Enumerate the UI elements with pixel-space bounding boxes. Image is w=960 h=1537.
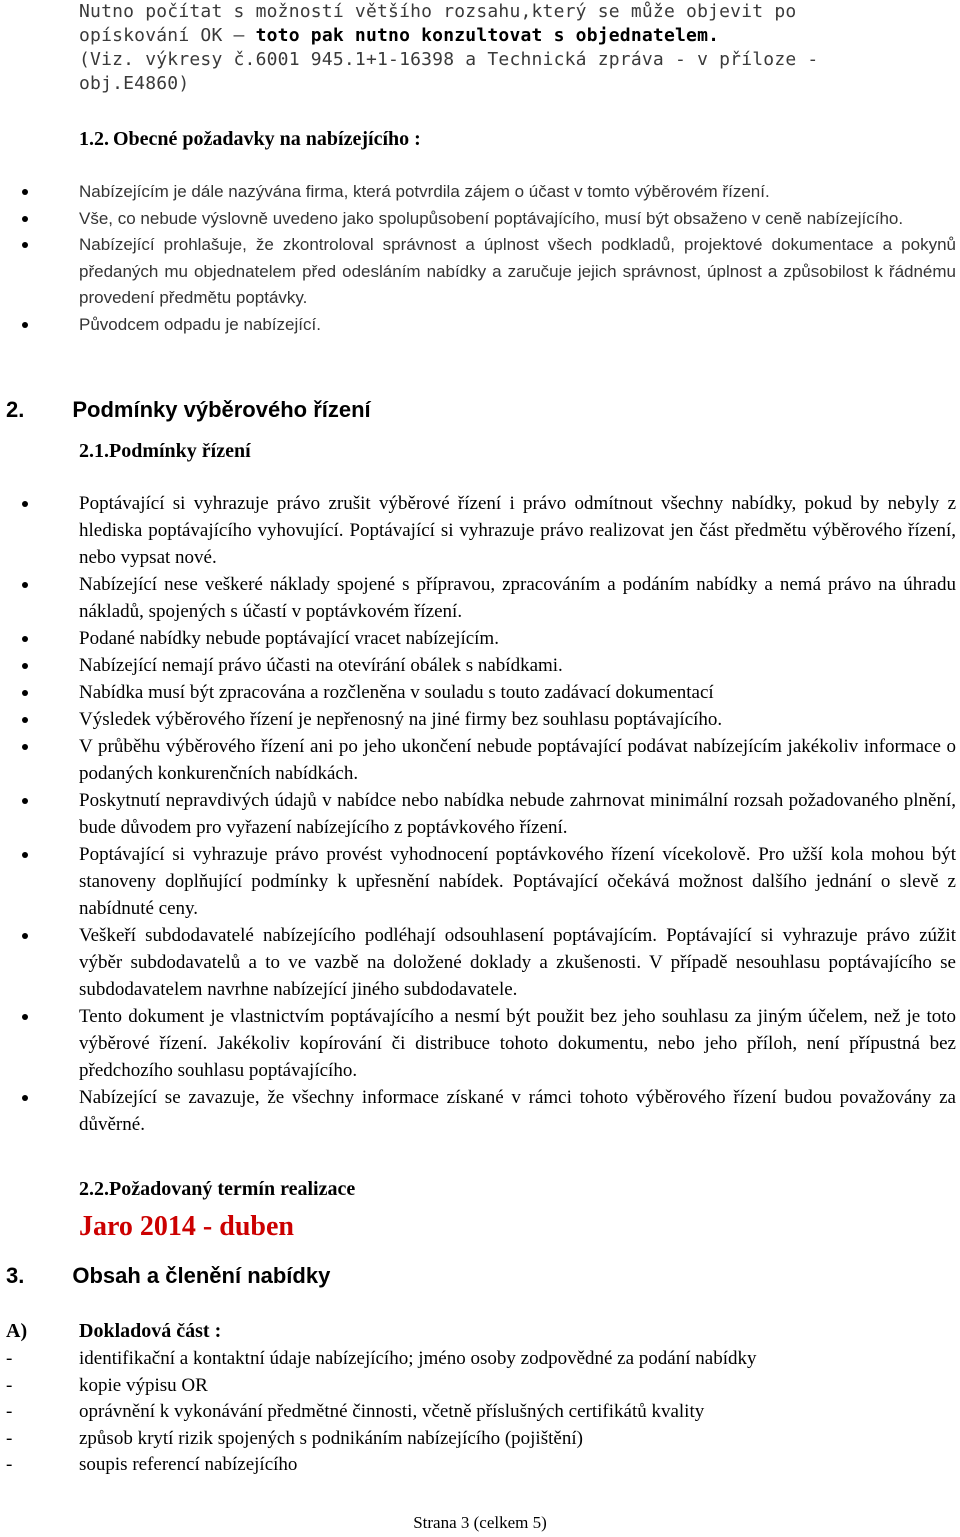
bullet-icon — [22, 690, 28, 696]
list-item-text: Výsledek výběrového řízení je nepřenosný na jiné firmy bez souhlasu poptávajícího. — [79, 709, 723, 730]
realization-term: Jaro 2014 - duben — [79, 1211, 294, 1242]
list-item-text: Poskytnutí nepravdivých údajů v nabídce nebo nabídka nebude zahrnovat minimální rozsah požadovaného plnění, bude důvodem pro vyřazení nabízejícího z poptávkového řízení. — [79, 790, 956, 838]
list-item — [0, 232, 960, 312]
part-a-label: A) — [6, 1320, 28, 1342]
list-item — [0, 625, 960, 652]
list-item-text: Podané nabídky nebude poptávající vracet nabízejícím. — [79, 628, 499, 649]
list-item — [0, 571, 960, 625]
section-1-2-list — [0, 179, 960, 338]
dash-marker: - — [6, 1374, 13, 1396]
dash-marker: - — [6, 1454, 13, 1475]
intro-line-2-bold: toto pak nutno konzultovat s objednatelem. — [255, 25, 720, 46]
part-a-title: Dokladová část : — [79, 1320, 222, 1342]
list-item — [0, 652, 960, 679]
section-2-2-heading: 2.2.Požadovaný termín realizace — [79, 1178, 356, 1200]
list-item-text: způsob krytí rizik spojených s podnikáním nabízejícího (pojištění) — [79, 1427, 583, 1449]
bullet-icon — [22, 798, 28, 804]
list-item-text: Nabízejícím je dále nazývána firma, která potvrdila zájem o účast v tomto výběrovém řízení. — [79, 182, 770, 201]
intro-line-2 — [79, 24, 949, 48]
bullet-icon — [22, 322, 28, 328]
section-1-2-title: Obecné požadavky na nabízejícího : — [113, 128, 421, 150]
page-footer: Strana 3 (celkem 5) — [413, 1513, 547, 1532]
bullet-icon — [22, 1014, 28, 1020]
list-item — [0, 1399, 960, 1426]
section-3-title: Obsah a členění nabídky — [72, 1263, 331, 1288]
bullet-icon — [22, 189, 28, 195]
list-item — [0, 1452, 960, 1479]
bullet-icon — [22, 663, 28, 669]
section-2-heading — [6, 396, 371, 424]
list-item-text: Poptávající si vyhrazuje právo provést vyhodnocení poptávkového řízení vícekolově. Pro užší kola mohou být stanoveny doplňující podmínky k upřesnění nabídek. Poptávající očekává možnost dalšího jednání o slevě z nabídnuté ceny. — [79, 844, 956, 919]
list-item-text: Nabízející prohlašuje, že zkontroloval správnost a úplnost všech podkladů, projektové dokumentace a pokynů předaných mu objednatelem před odesláním nabídky a zaručuje jejich správnost, úplnost a způsobilost k řádnému provedení předmětu poptávky. — [79, 235, 956, 307]
section-2-1-heading: 2.1.Podmínky řízení — [79, 440, 251, 462]
list-item — [0, 1003, 960, 1084]
list-item-text: Vše, co nebude výslovně uvedeno jako spolupůsobení poptávajícího, musí být obsaženo v ceně nabízejícího. — [79, 208, 904, 228]
list-item — [0, 179, 960, 206]
list-item-text: Nabízející se zavazuje, že všechny informace získané v rámci tohoto výběrového řízení budou považovány za důvěrné. — [79, 1087, 956, 1135]
section-2-number: 2. — [6, 397, 25, 422]
list-item-text: Nabízející nese veškeré náklady spojené s přípravou, zpracováním a podáním nabídky a nemá právo na úhradu nákladů, spojených s účastí v poptávkovém řízení. — [79, 574, 956, 622]
intro-line-4: obj.E4860) — [79, 73, 190, 94]
intro-line-2-text: opískování OK – — [79, 25, 256, 46]
list-item-text: soupis referencí nabízejícího — [79, 1454, 298, 1475]
section-2-1-list — [0, 490, 960, 1138]
list-item-text: identifikační a kontaktní údaje nabízejícího; jméno osoby zodpovědné za podání nabídky — [79, 1348, 757, 1369]
list-item — [0, 1426, 960, 1453]
part-a-list — [0, 1346, 960, 1479]
bullet-icon — [22, 216, 28, 222]
list-item-text: V průběhu výběrového řízení ani po jeho ukončení nebude poptávající podávat nabízejícím jakékoliv informace o podaných konkurenčních nabídkách. — [79, 736, 956, 784]
bullet-icon — [22, 933, 28, 939]
list-item — [0, 1373, 960, 1400]
bullet-icon — [22, 1095, 28, 1101]
section-1-2-number: 1.2. — [79, 128, 109, 150]
bullet-icon — [22, 636, 28, 642]
intro-paragraph — [79, 0, 949, 96]
section-3-number: 3. — [6, 1263, 25, 1288]
bullet-icon — [22, 501, 28, 507]
list-item-text: Nabízející nemají právo účasti na otevírání obálek s nabídkami. — [79, 655, 563, 676]
list-item — [0, 787, 960, 841]
intro-line-1: Nutno počítat s možností většího rozsahu,který se může objevit po — [79, 1, 797, 22]
list-item — [0, 841, 960, 922]
dash-marker: - — [6, 1401, 13, 1422]
list-item — [0, 1346, 960, 1373]
list-item — [0, 679, 960, 706]
bullet-icon — [22, 717, 28, 723]
list-item — [0, 733, 960, 787]
bullet-icon — [22, 744, 28, 750]
list-item-text: Původcem odpadu je nabízející. — [79, 314, 321, 334]
bullet-icon — [22, 242, 28, 248]
list-item-text: Tento dokument je vlastnictvím poptávajícího a nesmí být použit bez jeho souhlasu za jiným účelem, než je toto výběrové řízení. Jakékoliv kopírování či distribuce tohoto dokumentu, nebo jeho příloh, není přípustná bez předchozího souhlasu poptávajícího. — [79, 1006, 956, 1081]
dash-marker: - — [6, 1427, 13, 1449]
section-2-title: Podmínky výběrového řízení — [72, 397, 371, 422]
list-item — [0, 922, 960, 1003]
list-item-text: oprávnění k vykonávání předmětné činnosti, včetně příslušných certifikátů kvality — [79, 1401, 705, 1422]
intro-line-3: (Viz. výkresy č.6001 945.1+1-16398 a Technická zpráva - v příloze - — [79, 49, 819, 70]
bullet-icon — [22, 852, 28, 858]
list-item — [0, 312, 960, 339]
section-3-heading — [6, 1262, 330, 1290]
list-item-text: Nabídka musí být zpracována a rozčleněna v souladu s touto zadávací dokumentací — [79, 682, 714, 703]
list-item — [0, 206, 960, 233]
list-item — [0, 1084, 960, 1138]
bullet-icon — [22, 582, 28, 588]
list-item-text: kopie výpisu OR — [79, 1374, 208, 1396]
list-item — [0, 490, 960, 571]
list-item-text: Veškeří subdodavatelé nabízejícího podléhají odsouhlasení poptávajícím. Poptávající si vyhrazuje právo zúžit výběr subdodavatelů a to ve vazbě na doložené doklady a zkušenosti. V případě nesouhlasu poptávajícího se subdodavatelem navrhne nabízející jiného subdodavatele. — [79, 925, 956, 1000]
dash-marker: - — [6, 1348, 13, 1369]
list-item-text: Poptávající si vyhrazuje právo zrušit výběrové řízení i právo odmítnout všechny nabídky, pokud by nebyly z hlediska poptávajícího vyhovující. Poptávající si vyhrazuje právo realizovat jen část předmětu výběrového řízení, nebo vypsat nové. — [79, 493, 956, 568]
list-item — [0, 706, 960, 733]
section-1-2-heading — [79, 126, 421, 152]
